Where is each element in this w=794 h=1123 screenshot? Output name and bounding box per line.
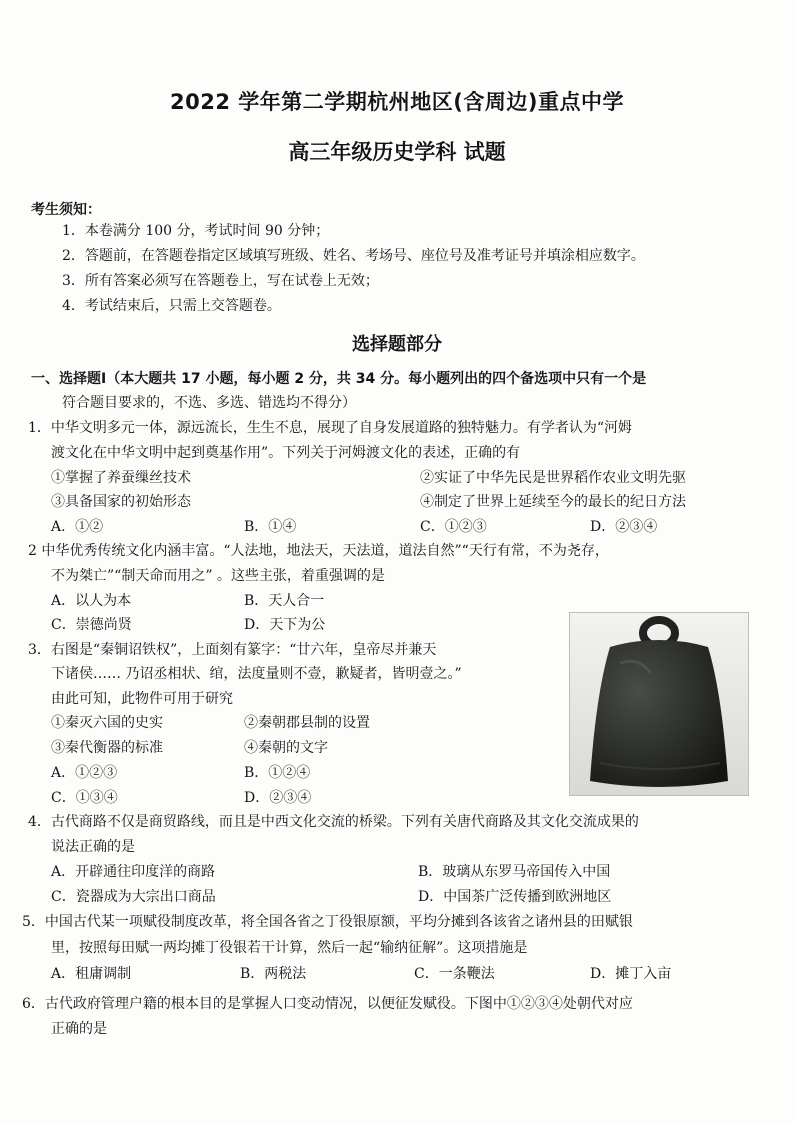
q4-option-b: B．玻璃从东罗马帝国传入中国 — [418, 864, 611, 880]
question-1-stem: 1．中华文明多元一体，源远流长，生生不息，展现了自身发展道路的独特魅力。有学者认为“河姆 — [28, 420, 633, 436]
q1-option-b: B．①④ — [244, 519, 297, 535]
exam-title-line1: 2022 学年第二学期杭州地区(含周边)重点中学 — [170, 90, 624, 114]
q3-statement-1: ①秦灭六国的史实 — [51, 715, 163, 731]
q4-option-c: C．瓷器成为大宗出口商品 — [51, 889, 216, 905]
question-6-stem: 6．古代政府管理户籍的根本目的是掌握人口变动情况，以便征发赋役。下图中①②③④处朝代对应 — [22, 996, 633, 1012]
question-1-stem-cont: 渡文化在中华文明中起到奠基作用”。下列关于河姆渡文化的表述，正确的有 — [51, 445, 521, 461]
q5-option-b: B．两税法 — [240, 966, 307, 982]
question-6-stem-cont: 正确的是 — [51, 1021, 107, 1037]
q2-option-b: B．天人合一 — [244, 593, 325, 609]
q1-statement-4: ④制定了世界上延续至今的最长的纪日方法 — [420, 494, 686, 510]
q2-option-c: C．崇德尚贤 — [51, 617, 132, 633]
q5-option-a: A．租庸调制 — [51, 966, 132, 982]
q1-option-a: A．①② — [51, 519, 104, 535]
question-2-stem-cont: 不为桀亡”“制天命而用之” 。这些主张，着重强调的是 — [51, 568, 385, 584]
q3-option-c: C．①③④ — [51, 790, 118, 806]
q1-statement-1: ①掌握了养蚕缫丝技术 — [51, 470, 191, 486]
notice-item: 2．答题前，在答题卷指定区域填写班级、姓名、考场号、座位号及准考证号并填涂相应数字。 — [62, 248, 645, 264]
q3-option-b: B．①②④ — [244, 765, 311, 781]
q3-option-d: D．②③④ — [244, 790, 312, 806]
q5-option-d: D．摊丁入亩 — [590, 966, 672, 982]
q4-option-a: A．开辟通往印度洋的商路 — [51, 864, 216, 880]
qin-bronze-weight-photo — [569, 612, 749, 796]
q5-option-c: C．一条鞭法 — [414, 966, 495, 982]
q1-statement-2: ②实证了中华先民是世界稻作农业文明先驱 — [420, 470, 686, 486]
q1-option-c: C．①②③ — [420, 519, 487, 535]
q3-statement-4: ④秦朝的文字 — [244, 740, 328, 756]
q2-option-a: A．以人为本 — [51, 593, 132, 609]
question-4-stem: 4．古代商路不仅是商贸路线，而且是中西文化交流的桥梁。下列有关唐代商路及其文化交流成果的 — [28, 814, 639, 830]
question-3-stem-cont: 下诸侯…… 乃诏丞相状、绾，法度量则不壹，歉疑者，皆明壹之。” — [51, 666, 462, 682]
notice-heading: 考生须知： — [31, 202, 101, 218]
part1-instructions: 一、选择题Ⅰ（本大题共 17 小题，每小题 2 分，共 34 分。每小题列出的四个备选项中只有一个是 — [31, 371, 647, 387]
notice-item: 4．考试结束后，只需上交答题卷。 — [62, 298, 281, 314]
q4-option-d: D．中国茶广泛传播到欧洲地区 — [418, 889, 612, 905]
notice-item: 1．本卷满分 100 分，考试时间 90 分钟； — [62, 223, 330, 239]
q1-option-d: D．②③④ — [590, 519, 658, 535]
q3-statement-2: ②秦朝郡县制的设置 — [244, 715, 370, 731]
q1-statement-3: ③具备国家的初始形态 — [51, 494, 191, 510]
bronze-weight-illustration — [570, 613, 748, 795]
notice-item: 3．所有答案必须写在答题卷上，写在试卷上无效； — [62, 273, 379, 289]
question-5-stem: 5．中国古代某一项赋役制度改革，将全国各省之丁役银原额，平均分摊到各该省之诸州县的田赋银 — [22, 914, 633, 930]
question-5-stem-cont: 里，按照每田赋一两均摊丁役银若干计算，然后一起“输纳征解”。这项措施是 — [51, 940, 528, 956]
question-2-stem: 2 中华优秀传统文化内涵丰富。“人法地，地法天，天法道，道法自然”“天行有常，不为尧存， — [28, 543, 609, 559]
section-title: 选择题部分 — [352, 334, 442, 355]
question-4-stem-cont: 说法正确的是 — [51, 839, 135, 855]
q3-statement-3: ③秦代衡器的标准 — [51, 740, 163, 756]
exam-title-line2: 高三年级历史学科 试题 — [288, 140, 506, 164]
part1-instructions-cont: 符合题目要求的，不选、多选、错选均不得分） — [62, 395, 356, 411]
question-3-stem-cont2: 由此可知，此物件可用于研究 — [51, 691, 233, 707]
question-3-stem: 3．右图是“秦铜诏铁权”，上面刻有篆字：“廿六年，皇帝尽并兼天 — [28, 642, 437, 658]
q3-option-a: A．①②③ — [51, 765, 118, 781]
q2-option-d: D．天下为公 — [244, 617, 326, 633]
